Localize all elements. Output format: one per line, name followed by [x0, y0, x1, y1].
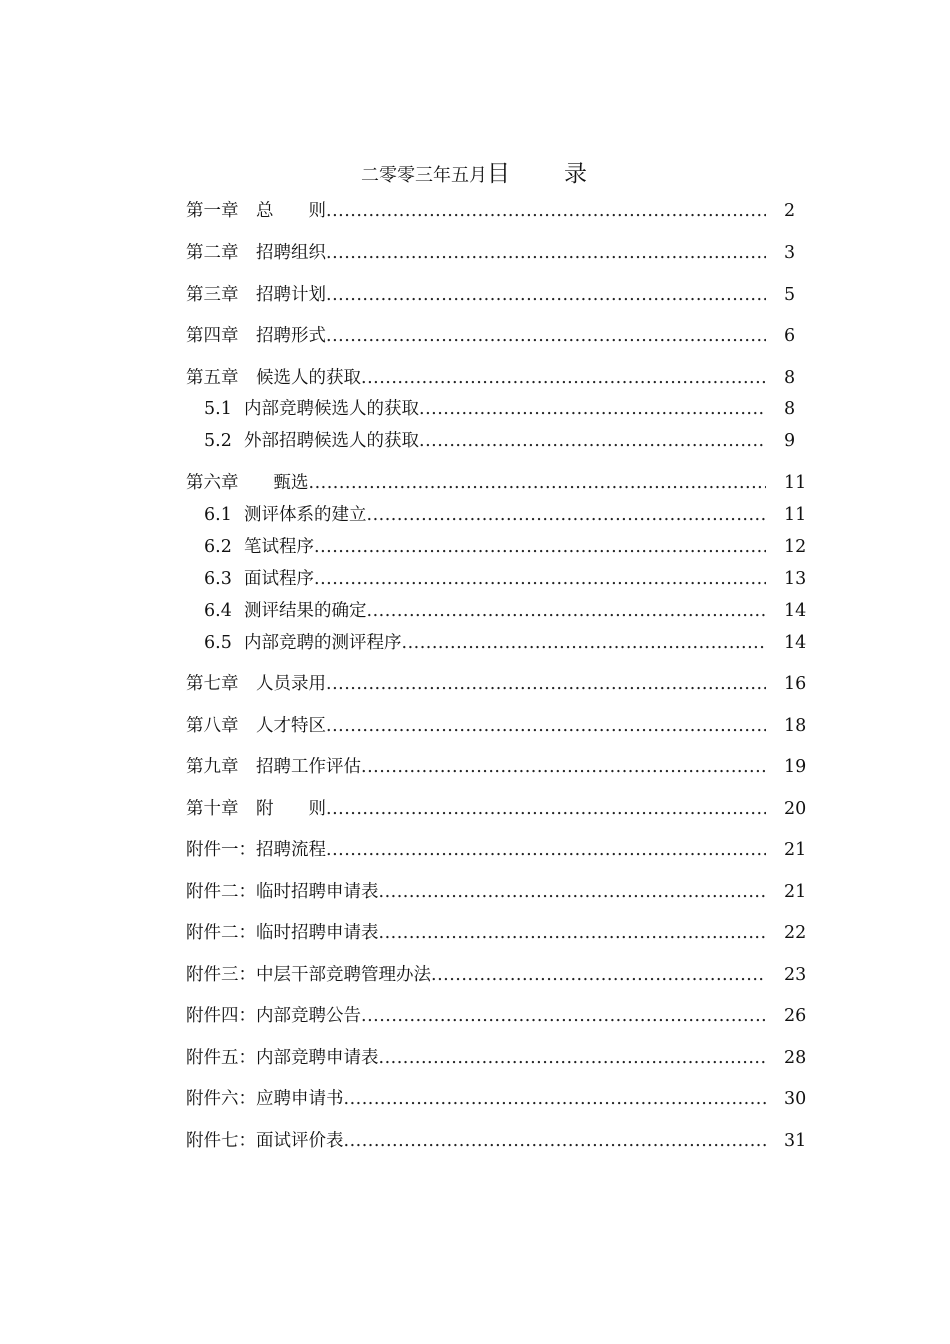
toc-entry[interactable] — [186, 668, 806, 700]
toc-entry-title: 人员录用 — [256, 674, 326, 694]
toc-entry-title: 招聘组织 — [256, 243, 326, 263]
toc-entry-page: 26 — [784, 1006, 807, 1026]
toc-title — [487, 161, 589, 187]
toc-entry[interactable] — [186, 793, 806, 825]
toc-entry[interactable] — [186, 1000, 806, 1032]
toc-entry[interactable] — [186, 1083, 806, 1115]
toc-entry-page: 13 — [784, 569, 807, 589]
toc-subentry[interactable] — [186, 595, 806, 627]
toc-entry-page: 21 — [784, 840, 807, 860]
toc-entry-number: 附件二： — [186, 882, 256, 902]
toc-entry-number: 附件二： — [186, 923, 256, 943]
toc-entry-page: 8 — [784, 399, 796, 419]
toc-leader-dots — [344, 1083, 767, 1115]
toc-entry-title: 附 则 — [256, 799, 326, 819]
toc-entry-number: 第三章 — [186, 285, 239, 305]
toc-entry[interactable] — [186, 959, 806, 991]
toc-entry-title: 招聘流程 — [256, 840, 326, 860]
toc-entry-title: 外部招聘候选人的获取 — [244, 431, 419, 451]
toc-entry-title: 候选人的获取 — [256, 368, 361, 388]
toc-entry-number: 附件三： — [186, 965, 256, 985]
toc-leader-dots — [379, 1042, 767, 1074]
toc-subentry[interactable] — [186, 627, 806, 659]
toc-entry-number: 6.3 — [204, 569, 232, 589]
toc-entry-number: 第七章 — [186, 674, 239, 694]
toc-entry-page: 12 — [784, 537, 807, 557]
toc-leader-dots — [326, 668, 766, 700]
toc-entry-number: 附件五： — [186, 1048, 256, 1068]
toc-leader-dots — [344, 1125, 767, 1157]
toc-entry-title: 总 则 — [256, 201, 326, 221]
toc-entry-title: 面试程序 — [244, 569, 314, 589]
toc-leader-dots — [326, 710, 766, 742]
toc-leader-dots — [402, 627, 767, 659]
toc-subentry[interactable] — [186, 499, 806, 531]
toc-leader-dots — [326, 195, 766, 227]
toc-leader-dots — [379, 917, 767, 949]
toc-entry[interactable] — [186, 834, 806, 866]
toc-entry-number: 第四章 — [186, 326, 239, 346]
toc-entry-page: 30 — [784, 1089, 807, 1109]
toc-leader-dots — [431, 959, 766, 991]
toc-entry-number: 6.1 — [204, 505, 232, 525]
toc-entry-title: 临时招聘申请表 — [256, 882, 379, 902]
toc-entry-number: 第十章 — [186, 799, 239, 819]
toc-entry-page: 19 — [784, 757, 807, 777]
toc-entry[interactable] — [186, 467, 806, 499]
toc-entry[interactable] — [186, 710, 806, 742]
toc-entry-page: 14 — [784, 601, 807, 621]
toc-leader-dots — [326, 834, 766, 866]
toc-entry-title: 中层干部竞聘管理办法 — [256, 965, 431, 985]
toc-leader-dots — [326, 279, 766, 311]
toc-entry[interactable] — [186, 320, 806, 352]
toc-title-char-1: 目 — [487, 161, 512, 187]
toc-entry-page: 5 — [784, 285, 796, 305]
toc-entry-page: 14 — [784, 633, 807, 653]
toc-entry[interactable] — [186, 876, 806, 908]
toc-entry-number: 第五章 — [186, 368, 239, 388]
toc-entry-page: 31 — [784, 1131, 807, 1151]
toc-entry-page: 6 — [784, 326, 796, 346]
toc-subentry[interactable] — [186, 531, 806, 563]
toc-subentry[interactable] — [186, 425, 806, 457]
toc-entry-page: 21 — [784, 882, 807, 902]
toc-leader-dots — [419, 393, 766, 425]
toc-heading — [0, 155, 950, 188]
toc-entry-title: 测评结果的确定 — [244, 601, 367, 621]
toc-entry-number: 附件七： — [186, 1131, 256, 1151]
document-date: 二零零三年五月 — [361, 165, 487, 186]
toc-entry[interactable] — [186, 917, 806, 949]
toc-entry-title: 内部竞聘的测评程序 — [244, 633, 402, 653]
toc-title-char-2: 录 — [564, 161, 589, 187]
toc-leader-dots — [326, 793, 766, 825]
toc-entry-number: 第八章 — [186, 716, 239, 736]
toc-entry-title: 内部竞聘候选人的获取 — [244, 399, 419, 419]
toc-entry[interactable] — [186, 279, 806, 311]
toc-subentry[interactable] — [186, 393, 806, 425]
toc-entry-title: 人才特区 — [256, 716, 326, 736]
toc-leader-dots — [361, 362, 766, 394]
toc-entry[interactable] — [186, 751, 806, 783]
toc-entry-title: 内部竞聘公告 — [256, 1006, 361, 1026]
toc-entry-number: 6.4 — [204, 601, 232, 621]
toc-entry-page: 11 — [784, 505, 807, 525]
toc-entry[interactable] — [186, 1125, 806, 1157]
toc-entry-number: 附件四： — [186, 1006, 256, 1026]
toc-entry-page: 20 — [784, 799, 807, 819]
toc-entry-page: 8 — [784, 368, 796, 388]
toc-entry-page: 28 — [784, 1048, 807, 1068]
toc-entry[interactable] — [186, 1042, 806, 1074]
toc-entry-title: 测评体系的建立 — [244, 505, 367, 525]
toc-entry-page: 16 — [784, 674, 807, 694]
toc-entry-page: 2 — [784, 201, 796, 221]
toc-leader-dots — [326, 237, 766, 269]
toc-entry-title: 内部竞聘申请表 — [256, 1048, 379, 1068]
toc-entry-number: 第九章 — [186, 757, 239, 777]
toc-leader-dots — [314, 563, 766, 595]
toc-entry-number: 第一章 — [186, 201, 239, 221]
toc-leader-dots — [326, 320, 766, 352]
toc-entry-title: 笔试程序 — [244, 537, 314, 557]
toc-entry[interactable] — [186, 237, 806, 269]
toc-leader-dots — [314, 531, 766, 563]
toc-entry[interactable] — [186, 195, 806, 227]
toc-leader-dots — [361, 751, 766, 783]
toc-entry-page: 22 — [784, 923, 807, 943]
toc-entry-number: 附件六： — [186, 1089, 256, 1109]
toc-entry-title: 甄选 — [256, 473, 309, 493]
toc-entry-title: 面试评价表 — [256, 1131, 344, 1151]
toc-entry-number: 第二章 — [186, 243, 239, 263]
toc-entry-number: 6.5 — [204, 633, 232, 653]
toc-leader-dots — [419, 425, 766, 457]
toc-entry[interactable] — [186, 362, 806, 394]
toc-entry-title: 招聘工作评估 — [256, 757, 361, 777]
toc-entry-page: 9 — [784, 431, 796, 451]
toc-entry-title: 临时招聘申请表 — [256, 923, 379, 943]
toc-entry-number: 6.2 — [204, 537, 232, 557]
toc-leader-dots — [367, 595, 767, 627]
toc-entry-page: 3 — [784, 243, 796, 263]
toc-entry-number: 5.1 — [204, 399, 232, 419]
toc-entry-title: 招聘形式 — [256, 326, 326, 346]
toc-entry-number: 附件一： — [186, 840, 256, 860]
toc-entry-page: 23 — [784, 965, 807, 985]
toc-entry-number: 第六章 — [186, 473, 239, 493]
toc-entry-title: 招聘计划 — [256, 285, 326, 305]
toc-leader-dots — [361, 1000, 766, 1032]
toc-entry-number: 5.2 — [204, 431, 232, 451]
toc-leader-dots — [367, 499, 767, 531]
toc-entry-title: 应聘申请书 — [256, 1089, 344, 1109]
toc-leader-dots — [309, 467, 767, 499]
toc-leader-dots — [379, 876, 767, 908]
toc-entry-page: 11 — [784, 473, 807, 493]
toc-entry-page: 18 — [784, 716, 807, 736]
toc-subentry[interactable] — [186, 563, 806, 595]
